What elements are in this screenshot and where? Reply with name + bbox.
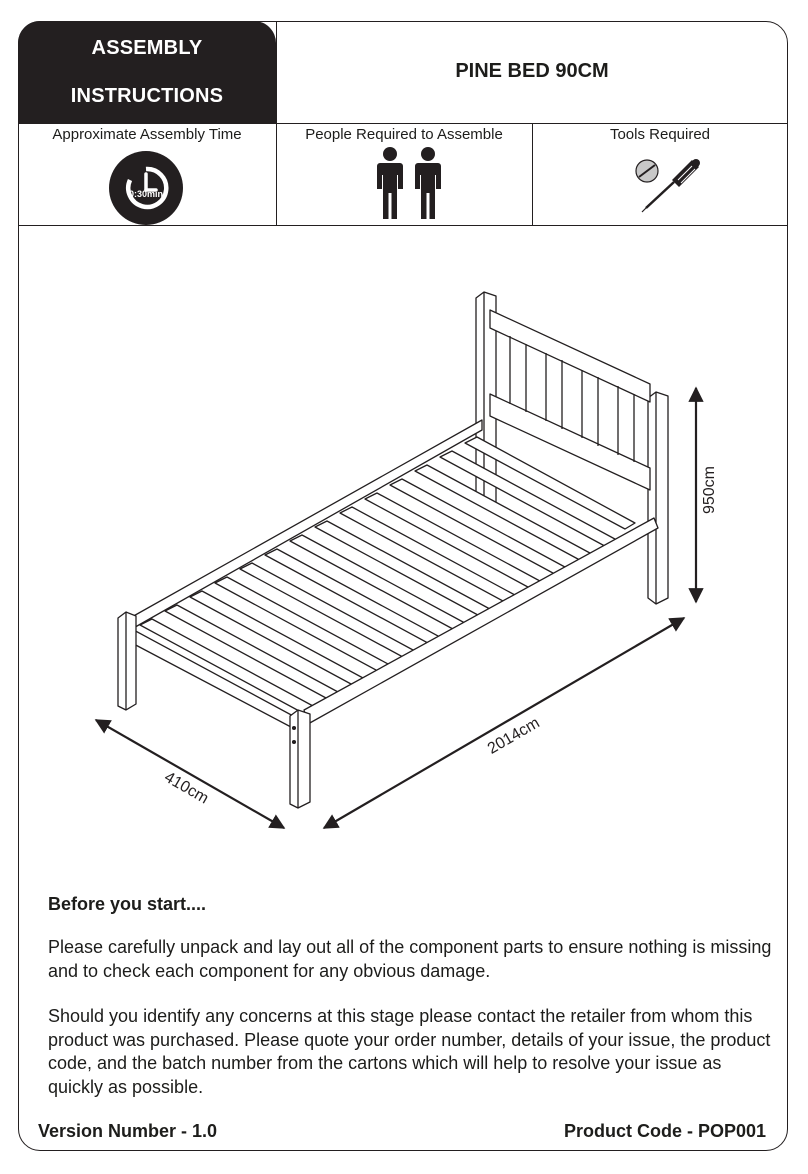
bed-leg	[118, 612, 136, 710]
person-icon	[415, 147, 441, 219]
assembly-time-label: Approximate Assembly Time	[52, 126, 242, 143]
length-dimension-label: 2014cm	[484, 714, 543, 758]
version-number: Version Number - 1.0	[38, 1121, 218, 1141]
bed-leg	[290, 710, 310, 808]
clock-icon	[108, 150, 184, 226]
two-people-icon	[372, 145, 452, 225]
people-required-label: People Required to Assemble	[305, 126, 503, 143]
product-code: Product Code - POP001	[563, 1121, 766, 1141]
header-divider	[18, 123, 788, 124]
headboard	[476, 292, 668, 604]
title-box	[18, 21, 276, 124]
bed-illustration	[80, 280, 740, 840]
length-dimension-arrow	[324, 618, 684, 828]
width-dimension-arrow	[96, 720, 284, 828]
screw-icon	[636, 160, 658, 182]
assembly-time-value: 0:30min	[128, 189, 164, 199]
product-name: PINE BED 90CM	[455, 60, 609, 82]
person-icon	[377, 147, 403, 219]
height-dimension-label: 950cm	[701, 465, 718, 515]
contact-retailer-text: Should you identify any concerns at this stage please contact the retailer from whom this product was purchased. Please quote your order number, details of your issue, the product code, and the batch number from the cartons which will help to resolve your issue as quickly as possible.	[48, 1006, 771, 1097]
unpack-instructions-text: Please carefully unpack and lay out all of the component parts to ensure nothing is missing and to check each component for any obvious damage.	[48, 937, 772, 981]
tools-required-label: Tools Required	[609, 126, 711, 143]
title-line-1: ASSEMBLY	[91, 37, 203, 59]
column-divider-1	[276, 21, 277, 225]
tools-icon	[628, 150, 708, 216]
width-dimension-label: 410cm	[161, 768, 212, 808]
before-you-start-heading: Before you start....	[48, 894, 207, 914]
title-line-2: INSTRUCTIONS	[70, 85, 224, 107]
